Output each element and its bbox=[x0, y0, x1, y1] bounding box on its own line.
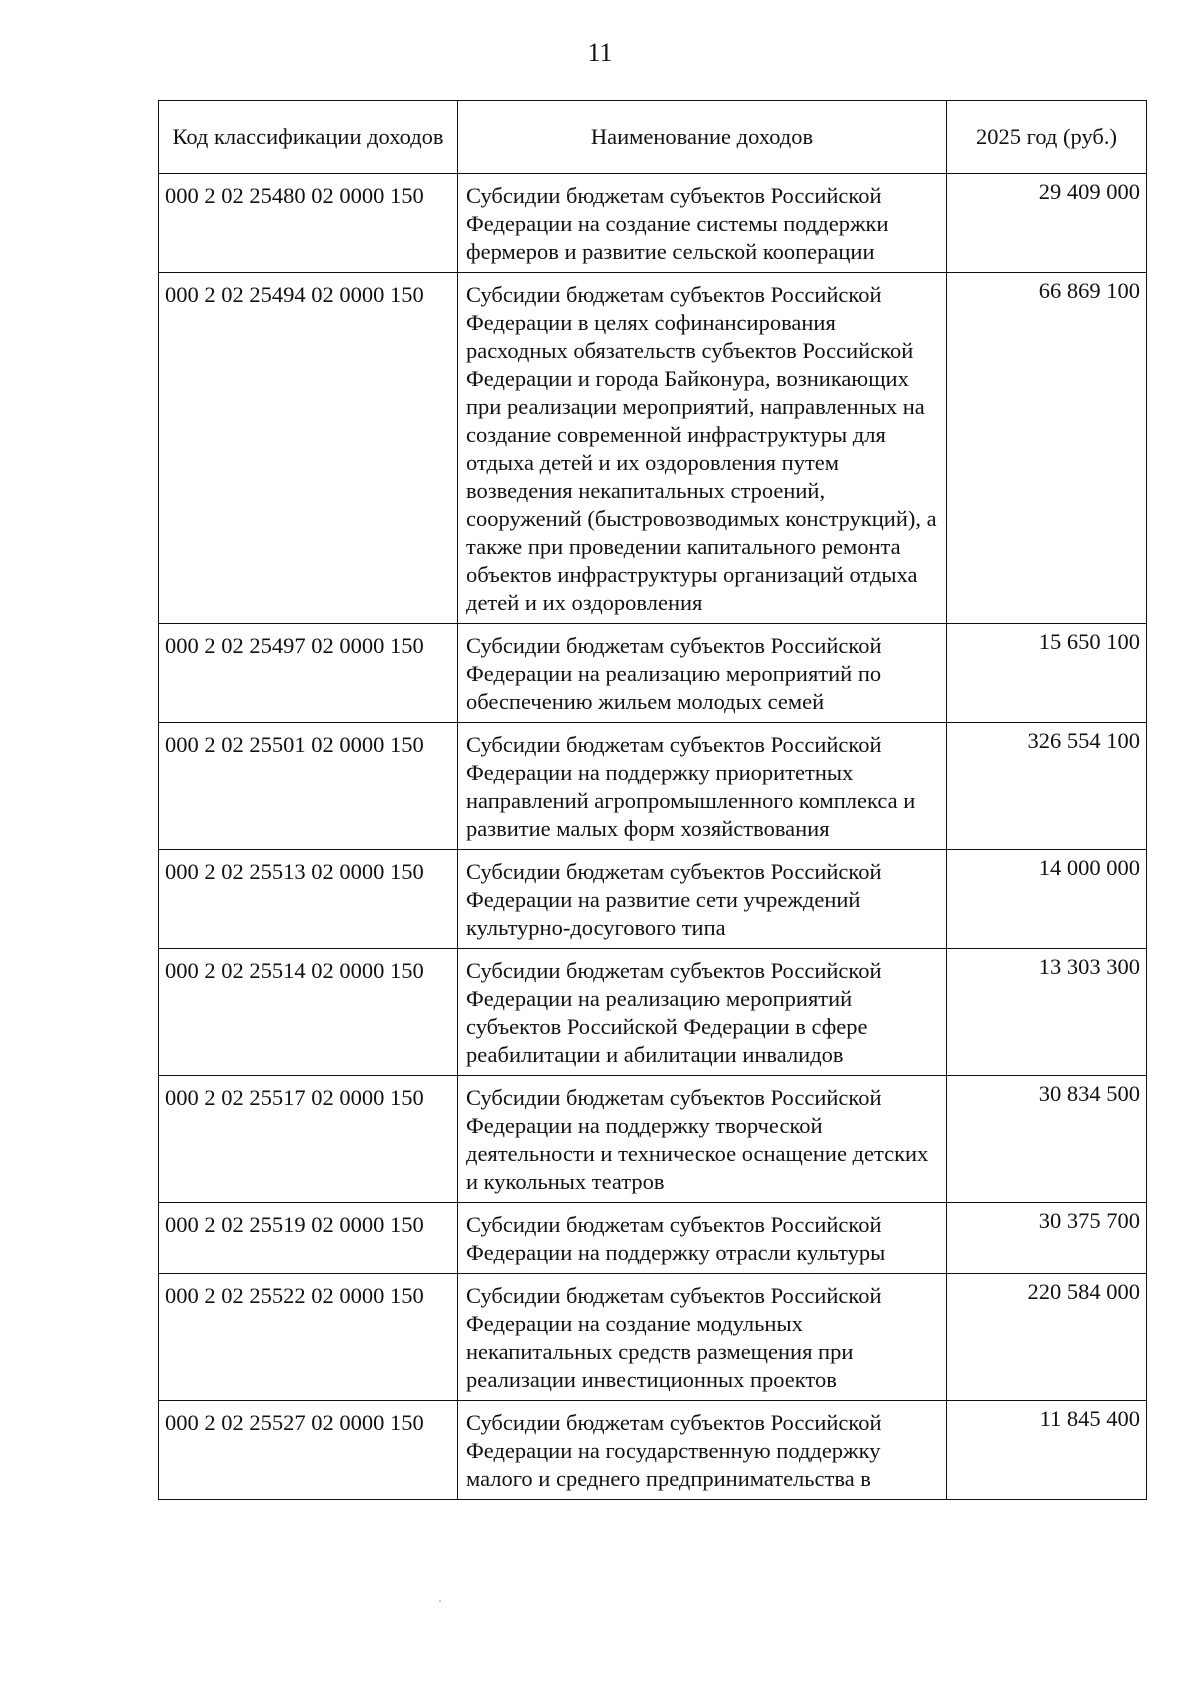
name-cell: Субсидии бюджетам субъектов Российской Федерации на создание системы поддержки фермеров и развитие сельской кооперации bbox=[458, 174, 947, 273]
name-cell: Субсидии бюджетам субъектов Российской Федерации на государственную поддержку малого и среднего предпринимательства в bbox=[458, 1401, 947, 1500]
income-table bbox=[158, 100, 1147, 1500]
name-cell: Субсидии бюджетам субъектов Российской Федерации в целях софинансирования расходных обязательств субъектов Российской Федерации и города Байконура, возникающих при реализации мероприятий, направленных на создание современной инфраструктуры для отдыха детей и их оздоровления путем возведения некапитальных строений, сооружений (быстровозводимых конструкций), а также при проведении капитального ремонта объектов инфраструктуры организаций отдыха детей и их оздоровления bbox=[458, 273, 947, 624]
name-cell: Субсидии бюджетам субъектов Российской Федерации на создание модульных некапитальных средств размещения при реализации инвестиционных проектов bbox=[458, 1274, 947, 1401]
amount-cell: 30 375 700 bbox=[947, 1203, 1147, 1274]
header-name: Наименование доходов bbox=[458, 101, 947, 174]
table-row bbox=[159, 1076, 1147, 1203]
code-cell: 000 2 02 25519 02 0000 150 bbox=[159, 1203, 458, 1274]
code-cell: 000 2 02 25494 02 0000 150 bbox=[159, 273, 458, 624]
amount-cell: 326 554 100 bbox=[947, 723, 1147, 850]
amount-cell: 11 845 400 bbox=[947, 1401, 1147, 1500]
table-row bbox=[159, 273, 1147, 624]
table-row bbox=[159, 1203, 1147, 1274]
amount-cell: 30 834 500 bbox=[947, 1076, 1147, 1203]
code-cell: 000 2 02 25497 02 0000 150 bbox=[159, 624, 458, 723]
name-cell: Субсидии бюджетам субъектов Российской Федерации на реализацию мероприятий по обеспечению жильем молодых семей bbox=[458, 624, 947, 723]
table-row bbox=[159, 174, 1147, 273]
table-row bbox=[159, 1274, 1147, 1401]
code-cell: 000 2 02 25522 02 0000 150 bbox=[159, 1274, 458, 1401]
name-cell: Субсидии бюджетам субъектов Российской Федерации на развитие сети учреждений культурно-досугового типа bbox=[458, 850, 947, 949]
name-cell: Субсидии бюджетам субъектов Российской Федерации на поддержку творческой деятельности и техническое оснащение детских и кукольных театров bbox=[458, 1076, 947, 1203]
amount-cell: 29 409 000 bbox=[947, 174, 1147, 273]
code-cell: 000 2 02 25513 02 0000 150 bbox=[159, 850, 458, 949]
table-header bbox=[159, 101, 1147, 174]
table-row bbox=[159, 723, 1147, 850]
name-cell: Субсидии бюджетам субъектов Российской Федерации на поддержку приоритетных направлений агропромышленного комплекса и развитие малых форм хозяйствования bbox=[458, 723, 947, 850]
code-cell: 000 2 02 25501 02 0000 150 bbox=[159, 723, 458, 850]
table-row bbox=[159, 949, 1147, 1076]
name-cell: Субсидии бюджетам субъектов Российской Федерации на реализацию мероприятий субъектов Российской Федерации в сфере реабилитации и абилитации инвалидов bbox=[458, 949, 947, 1076]
amount-cell: 14 000 000 bbox=[947, 850, 1147, 949]
name-cell: Субсидии бюджетам субъектов Российской Федерации на поддержку отрасли культуры bbox=[458, 1203, 947, 1274]
scan-dot bbox=[439, 1600, 441, 1602]
amount-cell: 220 584 000 bbox=[947, 1274, 1147, 1401]
table-row bbox=[159, 850, 1147, 949]
table-row bbox=[159, 624, 1147, 723]
code-cell: 000 2 02 25514 02 0000 150 bbox=[159, 949, 458, 1076]
table-body bbox=[159, 174, 1147, 1500]
table-row bbox=[159, 1401, 1147, 1500]
amount-cell: 13 303 300 bbox=[947, 949, 1147, 1076]
amount-cell: 15 650 100 bbox=[947, 624, 1147, 723]
amount-cell: 66 869 100 bbox=[947, 273, 1147, 624]
page-number: 11 bbox=[587, 38, 613, 67]
header-amount: 2025 год (руб.) bbox=[947, 101, 1147, 174]
header-code: Код классификации доходов bbox=[159, 101, 458, 174]
header-row bbox=[159, 101, 1147, 174]
code-cell: 000 2 02 25527 02 0000 150 bbox=[159, 1401, 458, 1500]
code-cell: 000 2 02 25517 02 0000 150 bbox=[159, 1076, 458, 1203]
code-cell: 000 2 02 25480 02 0000 150 bbox=[159, 174, 458, 273]
